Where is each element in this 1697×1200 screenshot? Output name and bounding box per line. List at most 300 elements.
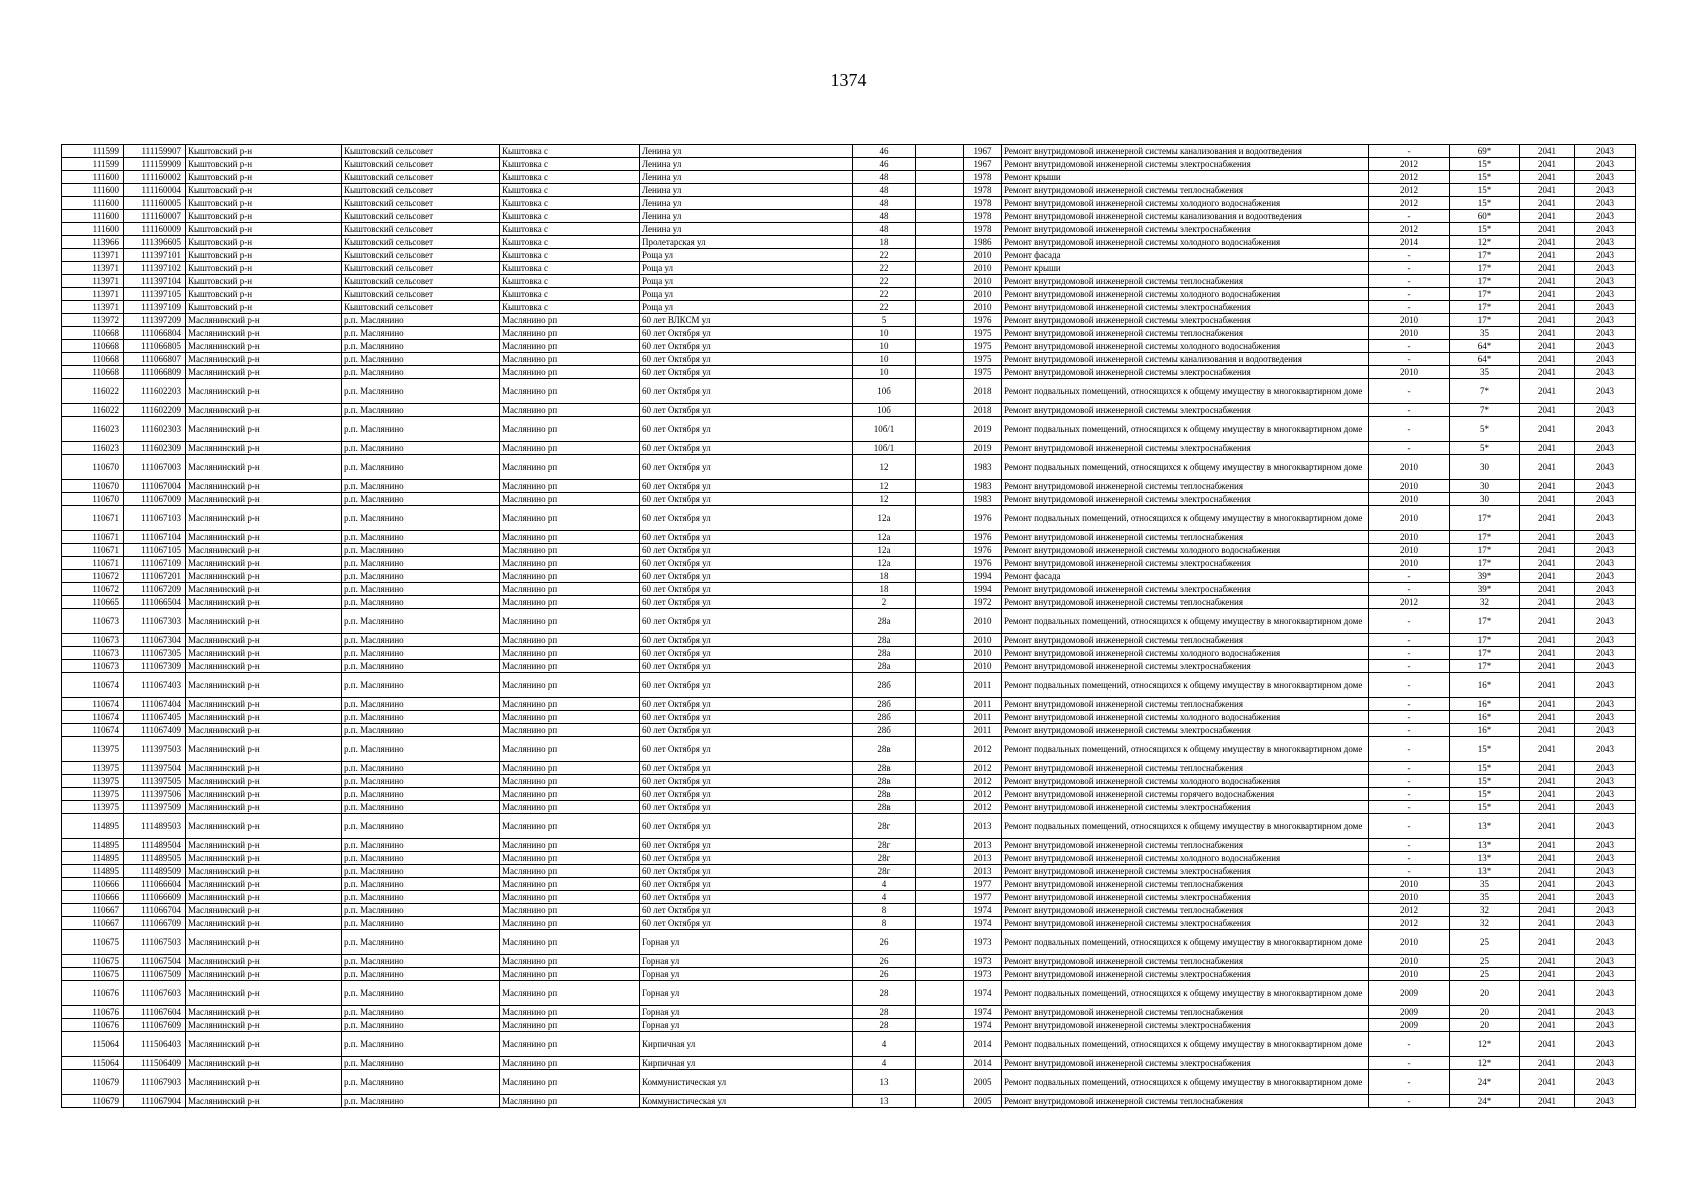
- plan-end-year-cell: 2043: [1575, 1070, 1636, 1095]
- house-id-cell: 110674: [62, 673, 124, 698]
- building-cell: [916, 801, 964, 814]
- plan-start-year-cell: 2041: [1520, 327, 1575, 340]
- work-type-cell: Ремонт внутридомовой инженерной системы электроснабжения: [1002, 1057, 1369, 1070]
- house-id-cell: 113975: [62, 737, 124, 762]
- plan-end-year-cell: 2043: [1575, 904, 1636, 917]
- settlement-cell: Маслянино рп: [500, 647, 640, 660]
- wear-cell: 15*: [1450, 158, 1520, 171]
- last-repair-year-cell: -: [1369, 660, 1450, 673]
- plan-start-year-cell: 2041: [1520, 314, 1575, 327]
- plan-start-year-cell: 2041: [1520, 366, 1575, 379]
- last-repair-year-cell: -: [1369, 1057, 1450, 1070]
- street-cell: Кирпичная ул: [640, 1057, 853, 1070]
- year-built-cell: 2010: [964, 262, 1002, 275]
- settlement-cell: Кыштовка с: [500, 210, 640, 223]
- street-cell: 60 лет Октября ул: [640, 917, 853, 930]
- plan-start-year-cell: 2041: [1520, 223, 1575, 236]
- work-code-cell: 111067201: [124, 570, 186, 583]
- work-code-cell: 111066709: [124, 917, 186, 930]
- house-id-cell: 110675: [62, 930, 124, 955]
- council-cell: р.п. Маслянино: [342, 340, 500, 353]
- wear-cell: 12*: [1450, 1057, 1520, 1070]
- council-cell: р.п. Маслянино: [342, 1070, 500, 1095]
- building-cell: [916, 891, 964, 904]
- plan-end-year-cell: 2043: [1575, 981, 1636, 1006]
- settlement-cell: Маслянино рп: [500, 660, 640, 673]
- work-type-cell: Ремонт внутридомовой инженерной системы теплоснабжения: [1002, 275, 1369, 288]
- settlement-cell: Маслянино рп: [500, 506, 640, 531]
- council-cell: р.п. Маслянино: [342, 1006, 500, 1019]
- settlement-cell: Маслянино рп: [500, 904, 640, 917]
- plan-end-year-cell: 2043: [1575, 314, 1636, 327]
- settlement-cell: Кыштовка с: [500, 171, 640, 184]
- settlement-cell: Маслянино рп: [500, 327, 640, 340]
- council-cell: р.п. Маслянино: [342, 724, 500, 737]
- district-cell: Маслянинский р-н: [186, 531, 342, 544]
- street-cell: Роща ул: [640, 288, 853, 301]
- building-cell: [916, 493, 964, 506]
- house-id-cell: 114895: [62, 814, 124, 839]
- table-row: [62, 647, 1636, 660]
- work-type-cell: Ремонт внутридомовой инженерной системы теплоснабжения: [1002, 634, 1369, 647]
- work-code-cell: 111067209: [124, 583, 186, 596]
- year-built-cell: 2013: [964, 865, 1002, 878]
- plan-start-year-cell: 2041: [1520, 184, 1575, 197]
- settlement-cell: Маслянино рп: [500, 455, 640, 480]
- street-cell: 60 лет Октября ул: [640, 634, 853, 647]
- work-code-cell: 111067609: [124, 1019, 186, 1032]
- last-repair-year-cell: -: [1369, 570, 1450, 583]
- year-built-cell: 2014: [964, 1057, 1002, 1070]
- last-repair-year-cell: 2012: [1369, 223, 1450, 236]
- work-type-cell: Ремонт внутридомовой инженерной системы холодного водоснабжения: [1002, 340, 1369, 353]
- building-cell: [916, 737, 964, 762]
- district-cell: Маслянинский р-н: [186, 455, 342, 480]
- work-code-cell: 111160009: [124, 223, 186, 236]
- district-cell: Маслянинский р-н: [186, 904, 342, 917]
- wear-cell: 15*: [1450, 788, 1520, 801]
- settlement-cell: Кыштовка с: [500, 145, 640, 158]
- year-built-cell: 1977: [964, 891, 1002, 904]
- house-id-cell: 110672: [62, 583, 124, 596]
- year-built-cell: 2005: [964, 1095, 1002, 1108]
- settlement-cell: Маслянино рп: [500, 314, 640, 327]
- plan-end-year-cell: 2043: [1575, 301, 1636, 314]
- plan-start-year-cell: 2041: [1520, 288, 1575, 301]
- last-repair-year-cell: 2010: [1369, 506, 1450, 531]
- building-cell: [916, 647, 964, 660]
- last-repair-year-cell: 2010: [1369, 366, 1450, 379]
- work-code-cell: 111067509: [124, 968, 186, 981]
- plan-end-year-cell: 2043: [1575, 531, 1636, 544]
- house-number-cell: 22: [853, 301, 916, 314]
- work-type-cell: Ремонт подвальных помещений, относящихся к общему имуществу в многоквартирном доме: [1002, 930, 1369, 955]
- wear-cell: 39*: [1450, 570, 1520, 583]
- house-id-cell: 113972: [62, 314, 124, 327]
- work-code-cell: 111397503: [124, 737, 186, 762]
- year-built-cell: 1975: [964, 340, 1002, 353]
- house-number-cell: 4: [853, 891, 916, 904]
- building-cell: [916, 1070, 964, 1095]
- house-id-cell: 113975: [62, 762, 124, 775]
- settlement-cell: Кыштовка с: [500, 301, 640, 314]
- house-id-cell: 116022: [62, 379, 124, 404]
- wear-cell: 25: [1450, 930, 1520, 955]
- plan-end-year-cell: 2043: [1575, 814, 1636, 839]
- council-cell: р.п. Маслянино: [342, 480, 500, 493]
- table-row: [62, 314, 1636, 327]
- last-repair-year-cell: 2010: [1369, 544, 1450, 557]
- wear-cell: 13*: [1450, 814, 1520, 839]
- settlement-cell: Маслянино рп: [500, 1032, 640, 1057]
- street-cell: Ленина ул: [640, 145, 853, 158]
- council-cell: р.п. Маслянино: [342, 711, 500, 724]
- plan-end-year-cell: 2043: [1575, 1006, 1636, 1019]
- work-type-cell: Ремонт внутридомовой инженерной системы электроснабжения: [1002, 301, 1369, 314]
- table-row: [62, 839, 1636, 852]
- work-type-cell: Ремонт внутридомовой инженерной системы холодного водоснабжения: [1002, 236, 1369, 249]
- plan-start-year-cell: 2041: [1520, 262, 1575, 275]
- plan-end-year-cell: 2043: [1575, 647, 1636, 660]
- council-cell: р.п. Маслянино: [342, 314, 500, 327]
- year-built-cell: 1974: [964, 1006, 1002, 1019]
- street-cell: 60 лет Октября ул: [640, 596, 853, 609]
- work-type-cell: Ремонт подвальных помещений, относящихся к общему имуществу в многоквартирном доме: [1002, 455, 1369, 480]
- plan-start-year-cell: 2041: [1520, 236, 1575, 249]
- settlement-cell: Маслянино рп: [500, 839, 640, 852]
- year-built-cell: 1974: [964, 1019, 1002, 1032]
- street-cell: 60 лет Октября ул: [640, 711, 853, 724]
- year-built-cell: 1976: [964, 314, 1002, 327]
- work-code-cell: 111066809: [124, 366, 186, 379]
- wear-cell: 13*: [1450, 852, 1520, 865]
- table-row: [62, 570, 1636, 583]
- house-id-cell: 115064: [62, 1057, 124, 1070]
- work-code-cell: 111489503: [124, 814, 186, 839]
- plan-end-year-cell: 2043: [1575, 145, 1636, 158]
- building-cell: [916, 223, 964, 236]
- year-built-cell: 1986: [964, 236, 1002, 249]
- plan-end-year-cell: 2043: [1575, 788, 1636, 801]
- plan-end-year-cell: 2043: [1575, 236, 1636, 249]
- plan-start-year-cell: 2041: [1520, 865, 1575, 878]
- wear-cell: 16*: [1450, 711, 1520, 724]
- table-row: [62, 262, 1636, 275]
- work-code-cell: 111160004: [124, 184, 186, 197]
- work-code-cell: 111067903: [124, 1070, 186, 1095]
- wear-cell: 15*: [1450, 762, 1520, 775]
- street-cell: 60 лет Октября ул: [640, 366, 853, 379]
- plan-start-year-cell: 2041: [1520, 1006, 1575, 1019]
- council-cell: р.п. Маслянино: [342, 366, 500, 379]
- last-repair-year-cell: -: [1369, 698, 1450, 711]
- building-cell: [916, 249, 964, 262]
- house-id-cell: 113971: [62, 262, 124, 275]
- building-cell: [916, 145, 964, 158]
- house-number-cell: 28б: [853, 673, 916, 698]
- house-number-cell: 10: [853, 366, 916, 379]
- house-id-cell: 110667: [62, 917, 124, 930]
- house-id-cell: 113966: [62, 236, 124, 249]
- work-type-cell: Ремонт внутридомовой инженерной системы электроснабжения: [1002, 314, 1369, 327]
- house-id-cell: 110667: [62, 904, 124, 917]
- district-cell: Маслянинский р-н: [186, 930, 342, 955]
- plan-start-year-cell: 2041: [1520, 724, 1575, 737]
- table-row: [62, 531, 1636, 544]
- house-id-cell: 110675: [62, 968, 124, 981]
- last-repair-year-cell: 2012: [1369, 596, 1450, 609]
- house-id-cell: 111600: [62, 223, 124, 236]
- plan-end-year-cell: 2043: [1575, 197, 1636, 210]
- district-cell: Кыштовский р-н: [186, 288, 342, 301]
- plan-start-year-cell: 2041: [1520, 442, 1575, 455]
- year-built-cell: 1983: [964, 455, 1002, 480]
- last-repair-year-cell: -: [1369, 288, 1450, 301]
- plan-start-year-cell: 2041: [1520, 1057, 1575, 1070]
- page-number: 1374: [830, 70, 867, 90]
- work-type-cell: Ремонт внутридомовой инженерной системы теплоснабжения: [1002, 698, 1369, 711]
- wear-cell: 12*: [1450, 236, 1520, 249]
- council-cell: р.п. Маслянино: [342, 557, 500, 570]
- settlement-cell: Маслянино рп: [500, 724, 640, 737]
- year-built-cell: 1974: [964, 904, 1002, 917]
- work-code-cell: 111067904: [124, 1095, 186, 1108]
- wear-cell: 17*: [1450, 531, 1520, 544]
- council-cell: р.п. Маслянино: [342, 839, 500, 852]
- plan-end-year-cell: 2043: [1575, 275, 1636, 288]
- building-cell: [916, 711, 964, 724]
- work-type-cell: Ремонт внутридомовой инженерной системы теплоснабжения: [1002, 531, 1369, 544]
- work-code-cell: 111067004: [124, 480, 186, 493]
- house-number-cell: 26: [853, 968, 916, 981]
- wear-cell: 24*: [1450, 1070, 1520, 1095]
- settlement-cell: Маслянино рп: [500, 1057, 640, 1070]
- district-cell: Маслянинский р-н: [186, 570, 342, 583]
- house-number-cell: 28б: [853, 711, 916, 724]
- work-type-cell: Ремонт внутридомовой инженерной системы теплоснабжения: [1002, 839, 1369, 852]
- building-cell: [916, 366, 964, 379]
- wear-cell: 5*: [1450, 442, 1520, 455]
- plan-end-year-cell: 2043: [1575, 210, 1636, 223]
- last-repair-year-cell: -: [1369, 583, 1450, 596]
- work-type-cell: Ремонт внутридомовой инженерной системы электроснабжения: [1002, 865, 1369, 878]
- building-cell: [916, 852, 964, 865]
- district-cell: Маслянинский р-н: [186, 968, 342, 981]
- work-type-cell: Ремонт фасада: [1002, 570, 1369, 583]
- work-code-cell: 111397102: [124, 262, 186, 275]
- plan-end-year-cell: 2043: [1575, 762, 1636, 775]
- table-row: [62, 981, 1636, 1006]
- building-cell: [916, 762, 964, 775]
- house-number-cell: 28в: [853, 762, 916, 775]
- work-type-cell: Ремонт внутридомовой инженерной системы электроснабжения: [1002, 366, 1369, 379]
- year-built-cell: 1972: [964, 596, 1002, 609]
- district-cell: Маслянинский р-н: [186, 878, 342, 891]
- work-type-cell: Ремонт внутридомовой инженерной системы электроснабжения: [1002, 917, 1369, 930]
- work-type-cell: Ремонт внутридомовой инженерной системы теплоснабжения: [1002, 1095, 1369, 1108]
- work-type-cell: Ремонт внутридомовой инженерной системы теплоснабжения: [1002, 596, 1369, 609]
- settlement-cell: Маслянино рп: [500, 353, 640, 366]
- table-row: [62, 698, 1636, 711]
- district-cell: Маслянинский р-н: [186, 596, 342, 609]
- district-cell: Маслянинский р-н: [186, 379, 342, 404]
- work-code-cell: 111397209: [124, 314, 186, 327]
- district-cell: Маслянинский р-н: [186, 634, 342, 647]
- district-cell: Маслянинский р-н: [186, 327, 342, 340]
- table-row: [62, 737, 1636, 762]
- plan-end-year-cell: 2043: [1575, 930, 1636, 955]
- settlement-cell: Кыштовка с: [500, 236, 640, 249]
- house-id-cell: 110668: [62, 353, 124, 366]
- work-type-cell: Ремонт внутридомовой инженерной системы электроснабжения: [1002, 583, 1369, 596]
- council-cell: р.п. Маслянино: [342, 930, 500, 955]
- building-cell: [916, 480, 964, 493]
- house-id-cell: 110679: [62, 1095, 124, 1108]
- council-cell: р.п. Маслянино: [342, 660, 500, 673]
- last-repair-year-cell: -: [1369, 210, 1450, 223]
- house-id-cell: 116023: [62, 417, 124, 442]
- wear-cell: 15*: [1450, 171, 1520, 184]
- last-repair-year-cell: -: [1369, 275, 1450, 288]
- house-number-cell: 10б/1: [853, 442, 916, 455]
- house-id-cell: 110666: [62, 891, 124, 904]
- table-row: [62, 596, 1636, 609]
- last-repair-year-cell: 2012: [1369, 904, 1450, 917]
- wear-cell: 35: [1450, 327, 1520, 340]
- wear-cell: 15*: [1450, 197, 1520, 210]
- settlement-cell: Маслянино рп: [500, 737, 640, 762]
- house-id-cell: 110665: [62, 596, 124, 609]
- last-repair-year-cell: -: [1369, 145, 1450, 158]
- table-body: [62, 145, 1636, 1108]
- last-repair-year-cell: -: [1369, 711, 1450, 724]
- table-row: [62, 557, 1636, 570]
- plan-start-year-cell: 2041: [1520, 878, 1575, 891]
- plan-start-year-cell: 2041: [1520, 904, 1575, 917]
- last-repair-year-cell: -: [1369, 442, 1450, 455]
- plan-end-year-cell: 2043: [1575, 171, 1636, 184]
- plan-end-year-cell: 2043: [1575, 660, 1636, 673]
- settlement-cell: Маслянино рп: [500, 1006, 640, 1019]
- settlement-cell: Маслянино рп: [500, 1095, 640, 1108]
- district-cell: Маслянинский р-н: [186, 1057, 342, 1070]
- work-code-cell: 111066604: [124, 878, 186, 891]
- council-cell: р.п. Маслянино: [342, 968, 500, 981]
- table-row: [62, 904, 1636, 917]
- council-cell: Кыштовский сельсовет: [342, 275, 500, 288]
- year-built-cell: 2010: [964, 275, 1002, 288]
- council-cell: р.п. Маслянино: [342, 570, 500, 583]
- settlement-cell: Маслянино рп: [500, 417, 640, 442]
- last-repair-year-cell: -: [1369, 1070, 1450, 1095]
- district-cell: Маслянинский р-н: [186, 366, 342, 379]
- work-code-cell: 111067103: [124, 506, 186, 531]
- work-code-cell: 111160007: [124, 210, 186, 223]
- building-cell: [916, 417, 964, 442]
- table-row: [62, 724, 1636, 737]
- table-row: [62, 865, 1636, 878]
- table-row: [62, 366, 1636, 379]
- work-code-cell: 111489505: [124, 852, 186, 865]
- plan-start-year-cell: 2041: [1520, 506, 1575, 531]
- house-id-cell: 113971: [62, 288, 124, 301]
- street-cell: 60 лет Октября ул: [640, 455, 853, 480]
- table-row: [62, 506, 1636, 531]
- council-cell: р.п. Маслянино: [342, 981, 500, 1006]
- year-built-cell: 1978: [964, 210, 1002, 223]
- house-id-cell: 110666: [62, 878, 124, 891]
- table-row: [62, 301, 1636, 314]
- settlement-cell: Маслянино рп: [500, 891, 640, 904]
- district-cell: Маслянинский р-н: [186, 647, 342, 660]
- last-repair-year-cell: 2012: [1369, 184, 1450, 197]
- house-number-cell: 28в: [853, 788, 916, 801]
- street-cell: 60 лет ВЛКСМ ул: [640, 314, 853, 327]
- council-cell: р.п. Маслянино: [342, 1019, 500, 1032]
- year-built-cell: 1967: [964, 145, 1002, 158]
- year-built-cell: 2013: [964, 814, 1002, 839]
- plan-start-year-cell: 2041: [1520, 968, 1575, 981]
- street-cell: Горная ул: [640, 955, 853, 968]
- house-number-cell: 22: [853, 275, 916, 288]
- work-type-cell: Ремонт внутридомовой инженерной системы электроснабжения: [1002, 223, 1369, 236]
- last-repair-year-cell: -: [1369, 249, 1450, 262]
- house-number-cell: 48: [853, 197, 916, 210]
- settlement-cell: Маслянино рп: [500, 609, 640, 634]
- last-repair-year-cell: -: [1369, 673, 1450, 698]
- district-cell: Кыштовский р-н: [186, 197, 342, 210]
- plan-start-year-cell: 2041: [1520, 379, 1575, 404]
- wear-cell: 69*: [1450, 145, 1520, 158]
- last-repair-year-cell: -: [1369, 762, 1450, 775]
- house-id-cell: 116023: [62, 442, 124, 455]
- building-cell: [916, 1095, 964, 1108]
- last-repair-year-cell: 2010: [1369, 878, 1450, 891]
- council-cell: Кыштовский сельсовет: [342, 262, 500, 275]
- district-cell: Маслянинский р-н: [186, 340, 342, 353]
- street-cell: Пролетарская ул: [640, 236, 853, 249]
- work-code-cell: 111602303: [124, 417, 186, 442]
- council-cell: р.п. Маслянино: [342, 647, 500, 660]
- council-cell: р.п. Маслянино: [342, 865, 500, 878]
- house-number-cell: 48: [853, 223, 916, 236]
- street-cell: 60 лет Октября ул: [640, 814, 853, 839]
- building-cell: [916, 904, 964, 917]
- last-repair-year-cell: 2012: [1369, 197, 1450, 210]
- district-cell: Маслянинский р-н: [186, 788, 342, 801]
- table-row: [62, 417, 1636, 442]
- council-cell: р.п. Маслянино: [342, 814, 500, 839]
- council-cell: р.п. Маслянино: [342, 506, 500, 531]
- plan-start-year-cell: 2041: [1520, 891, 1575, 904]
- plan-end-year-cell: 2043: [1575, 609, 1636, 634]
- house-id-cell: 110673: [62, 609, 124, 634]
- work-code-cell: 111489504: [124, 839, 186, 852]
- work-type-cell: Ремонт внутридомовой инженерной системы теплоснабжения: [1002, 327, 1369, 340]
- street-cell: 60 лет Октября ул: [640, 698, 853, 711]
- table-row: [62, 353, 1636, 366]
- work-code-cell: 111067305: [124, 647, 186, 660]
- building-cell: [916, 379, 964, 404]
- settlement-cell: Маслянино рп: [500, 917, 640, 930]
- wear-cell: 16*: [1450, 698, 1520, 711]
- street-cell: Ленина ул: [640, 171, 853, 184]
- council-cell: Кыштовский сельсовет: [342, 158, 500, 171]
- plan-start-year-cell: 2041: [1520, 275, 1575, 288]
- last-repair-year-cell: 2010: [1369, 455, 1450, 480]
- work-code-cell: 111159907: [124, 145, 186, 158]
- year-built-cell: 1978: [964, 184, 1002, 197]
